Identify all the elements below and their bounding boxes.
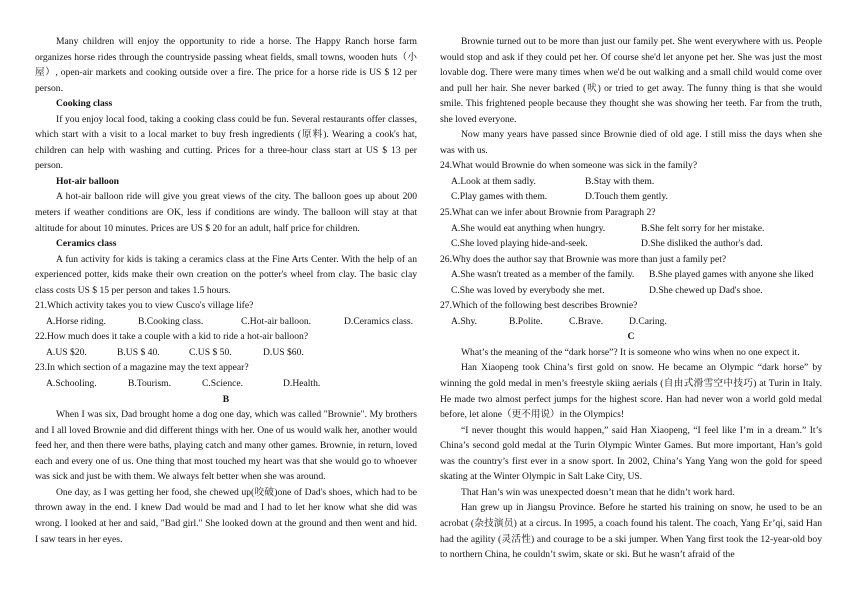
paragraph-dark-horse-1: What’s the meaning of the “dark horse”? It is someone who wins when no one expect it. (461, 346, 800, 358)
option-27b: B.Polite. (509, 315, 543, 327)
paragraph-dark-horse-2: Han Xiaopeng took China’s first gold on snow. He became an Olympic “dark horse” by winning the gold medal in men’s freestyle skiing aerials (自由式滑雪空中技巧) at Turin in Italy. He made two almost perfect jumps for the highest score. Han had never won a world gold medal before, let alone（更不用说）in the Olympics! (440, 362, 822, 421)
question-24-options (440, 174, 822, 190)
option-21c: C.Hot-air balloon. (241, 315, 312, 327)
paragraph-brownie-2: One day, as I was getting her food, she chewed up(咬破)one of Dad's shoes, which had to be thrown away in the end. I knew Dad would be mad and I had to let her know what she did was wrong. I looked at her and said, "Bad girl." She looked down at the ground and then went and hid. I saw tears in her eyes. (35, 486, 417, 545)
option-27c: C.Brave. (569, 315, 604, 327)
option-24b: B.Stay with them. (585, 175, 655, 187)
question-26: 26.Why does the author say that Brownie was more than just a family pet? (440, 253, 727, 265)
option-23c: C.Science. (202, 378, 244, 390)
paragraph-brownie-4: Now many years have passed since Brownie died of old age. I still miss the days when she was with us. (440, 129, 822, 156)
right-column (440, 34, 822, 563)
question-24: 24.What would Brownie do when someone was sick in the family? (440, 160, 698, 172)
paragraph-dark-horse-4: That Han’s win was unexpected doesn’t mean that he didn’t work hard. (461, 486, 735, 498)
paragraph-cooking-class: If you enjoy local food, taking a cooking class could be fun. Several restaurants offer classes, which start with a visit to a local market to buy fresh ingredients (原料). Wearing a cook's hat, children can help with washing and cutting. Prices for a three-hour class start at US $ 13 per person. (35, 113, 417, 172)
option-25d: D.She disliked the author's dad. (641, 238, 763, 250)
question-26-options (440, 267, 822, 283)
option-27a: A.Shy. (451, 315, 478, 327)
option-22b: B.US $ 40. (117, 346, 160, 358)
paragraph-brownie-1: When I was six, Dad brought home a dog one day, which was called "Brownie". My brothers and I all loved Brownie and did different things with her. One of us would walk her, another would feed her, and then there were baths, playing catch and many other games. Brownie, in return, loved each and every one of us. One thing that most touched my heart was that she would go to whoever was sick and just be with them. We always felt better when she was around. (35, 409, 417, 483)
question-23-options (35, 376, 417, 392)
question-25: 25.What can we infer about Brownie from Paragraph 2? (440, 207, 656, 219)
question-21-options (35, 314, 417, 330)
option-21d: D.Ceramics class. (344, 315, 414, 327)
section-b-heading: B (222, 393, 230, 405)
question-21: 21.Which activity takes you to view Cusco's village life? (35, 300, 254, 312)
option-24d: D.Touch them gently. (585, 191, 668, 203)
paragraph-hot-air-balloon: A hot-air balloon ride will give you great views of the city. The balloon goes up about 200 meters if weather conditions are OK, less if conditions are windy. The balloon will stay at that altitude for about 10 minutes. Prices are US $ 20 for an adult, half price for children. (35, 191, 417, 234)
option-24c: C.Play games with them. (451, 191, 548, 203)
question-27: 27.Which of the following best describes Brownie? (440, 300, 638, 312)
question-22: 22.How much does it take a couple with a kid to ride a hot-air balloon? (35, 331, 309, 343)
left-column (35, 34, 417, 547)
heading-hot-air-balloon: Hot-air balloon (56, 175, 119, 187)
option-23b: B.Tourism. (128, 378, 172, 390)
paragraph-ceramics-class: A fun activity for kids is taking a ceramics class at the Fine Arts Center. With the help of an experienced potter, kids make their own creation on the potter's wheel from clay. The basic clay class costs US $ 15 per person and takes 1.5 hours. (35, 253, 417, 296)
question-22-options (35, 345, 417, 361)
paragraph-dark-horse-3: “I never thought this would happen,” said Han Xiaopeng, “I feel like I’m in a dream.” It’s China’s second gold medal at the Turin Olympic Winter Games. But more important, Han’s gold was the country’s first ever in a snow sport. In 2002, China’s Yang Yang won the gold for speed skating at the Winter Olympic in Salt Lake City, US. (440, 424, 822, 483)
paragraph-horse-ride: Many children will enjoy the opportunity to ride a horse. The Happy Ranch horse farm organizes horse rides through the countryside passing wheat fields, small towns, wooden huts（小屋）, open-air markets and cooking outside over a fire. The price for a horse ride is US $ 12 per person. (35, 36, 417, 94)
option-21b: B.Cooking class. (138, 315, 204, 327)
option-25a: A.She would eat anything when hungry. (451, 222, 606, 234)
question-25-options (440, 221, 822, 237)
option-26c: C.She was loved by everybody she met. (451, 284, 605, 296)
question-24-options-2 (440, 189, 822, 205)
question-27-options (440, 314, 822, 330)
question-25-options-2 (440, 236, 822, 252)
option-24a: A.Look at them sadly. (451, 175, 536, 187)
option-25b: B.She felt sorry for her mistake. (641, 222, 765, 234)
paragraph-dark-horse-5: Han grew up in Jiangsu Province. Before he started his training on snow, he used to be an acrobat (杂技演员) at a circus. In 1995, a coach found his talent. The coach, Yang Er’qi, said Han had the agility (灵活性) and courage to be a ski jumper. When Yang first took the 12-year-old boy to northern China, he couldn’t swim, skate or ski. But he wasn’t afraid of the (440, 502, 822, 561)
option-23d: D.Health. (283, 378, 321, 390)
option-25c: C.She loved playing hide-and-seek. (451, 238, 588, 250)
option-26d: D.She chewed up Dad's shoe. (649, 284, 763, 296)
heading-ceramics-class: Ceramics class (56, 238, 117, 250)
option-26a: A.She wasn't treated as a member of the family. (451, 269, 635, 281)
option-26b: B.She played games with anyone she liked (649, 269, 814, 281)
paragraph-brownie-3: Brownie turned out to be more than just our family pet. She went everywhere with us. People would stop and ask if they could pet her. Of course she'd let anyone pet her. She was just the most lovable dog. There were many times when we'd be out walking and a small child would come over and pull her hair. She never barked (吠) or tried to get away. The funny thing is that she would smile. This frightened people because they thought she was showing her teeth. Far from the truth, she loved everyone. (440, 36, 822, 125)
option-22a: A.US $20. (46, 346, 87, 358)
option-27d: D.Caring. (629, 315, 667, 327)
question-26-options-2 (440, 283, 822, 299)
section-c-heading: C (627, 331, 635, 343)
option-22c: C.US $ 50. (189, 346, 232, 358)
option-23a: A.Schooling. (46, 378, 97, 390)
option-21a: A.Horse riding. (46, 315, 106, 327)
heading-cooking-class: Cooking class (56, 98, 113, 110)
option-22d: D.US $60. (263, 346, 304, 358)
question-23: 23.In which section of a magazine may the text appear? (35, 362, 249, 374)
